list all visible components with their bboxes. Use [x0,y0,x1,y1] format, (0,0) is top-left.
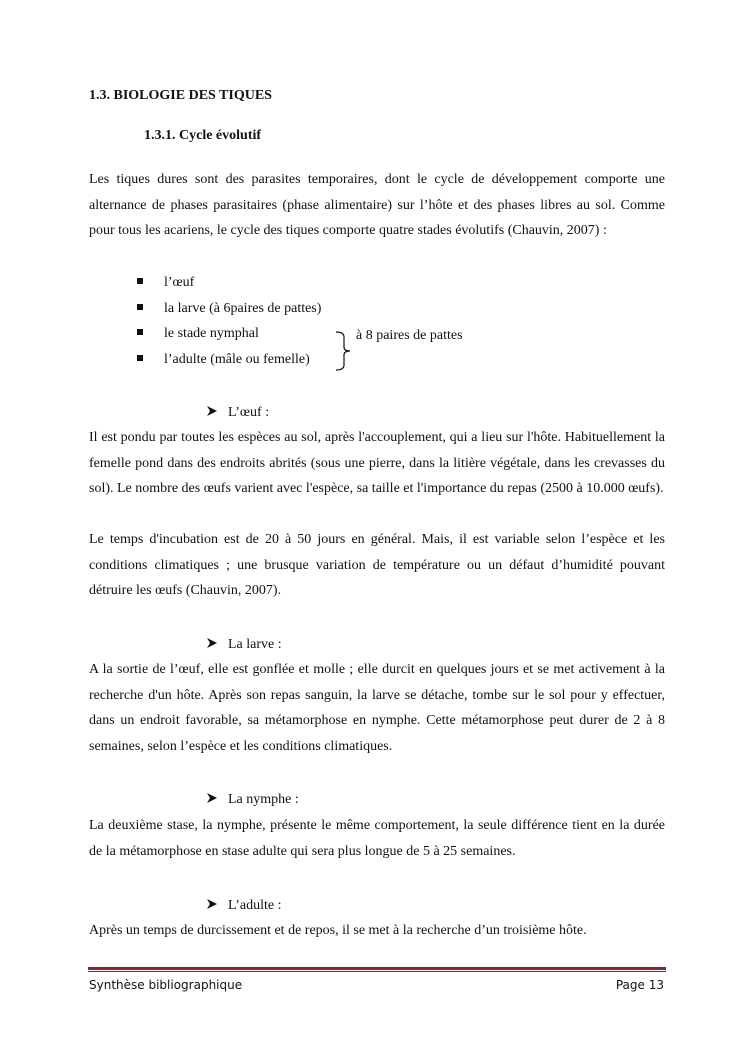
square-bullet-icon [137,304,143,310]
adulte-title: L’adulte : [228,898,282,913]
oeuf-paragraph-2: Le temps d'incubation est de 20 à 50 jours en général. Mais, il est variable selon l’espèce et les conditions climatiques ; une brusque variation de température ou un défaut d’humidité pouvant détruire les œufs (Chauvin, 2007). [89,532,665,598]
stage-list [89,270,665,372]
page-number: Page 13 [615,978,664,992]
oeuf-paragraph-1: Il est pondu par toutes les espèces au sol, après l'accouplement, qui a lieu sur l'hôte. Habituellement la femelle pond dans des endroits abrités (sous une pierre, dans la litière végétale, dans les crevasses du sol). Le nombre des œufs varient avec l'espèce, sa taille et l'importance du repas (2500 à 10.000 œufs). [89,430,665,496]
square-bullet-icon [137,329,143,335]
square-bullet-icon [137,278,143,284]
subsection-heading: 1.3.1. Cycle évolutif [144,128,262,143]
oeuf-title: L’œuf : [228,405,270,420]
arrowhead-bullet-icon [206,792,218,804]
nymphe-title: La nymphe : [228,792,299,807]
square-bullet-icon [137,355,143,361]
larve-subheading [206,632,282,658]
list-item-text: l’adulte (mâle ou femelle) [164,351,310,367]
nymphe-subheading [206,787,299,813]
larve-title: La larve : [228,637,282,652]
footer-rule [88,967,666,970]
list-item [89,347,665,373]
adulte-paragraph: Après un temps de durcissement et de repos, il se met à la recherche d’un troisième hôte. [89,923,587,938]
list-item-text: la larve (à 6paires de pattes) [164,300,322,316]
nymphe-paragraph: La deuxième stase, la nymphe, présente le même comportement, la seule différence tient en la durée de la métamorphose en stase adulte qui sera plus longue de 5 à 25 semaines. [89,818,665,859]
intro-paragraph: Les tiques dures sont des parasites temporaires, dont le cycle de développement comporte une alternance de phases parasitaires (phase alimentaire) sur l’hôte et des phases libres au sol. Comme pour tous les acariens, le cycle des tiques comporte quatre stades évolutifs (Chauvin, 2007) : [89,172,665,238]
right-brace-icon [334,331,356,371]
arrowhead-bullet-icon [206,637,218,649]
arrowhead-bullet-icon [206,898,218,910]
larve-paragraph: A la sortie de l’œuf, elle est gonflée et molle ; elle durcit en quelques jours et se met activement à la recherche d'un hôte. Après son repas sanguin, la larve se détache, tombe sur le sol pour y effectuer, dans un endroit favorable, sa métamorphose en nymphe. Cette métamorphose peut durer de 2 à 8 semaines, selon l’espèce et les conditions climatiques. [89,662,665,754]
footer-rule-thin [88,971,666,972]
adulte-subheading [206,893,282,919]
section-heading: 1.3. BIOLOGIE DES TIQUES [89,88,272,103]
brace-label: à 8 paires de pattes [356,328,463,343]
list-item-text: le stade nymphal [164,326,259,341]
list-item-text: l’œuf [164,275,195,290]
list-item [89,270,665,296]
list-item [89,296,665,322]
footer-section-label: Synthèse bibliographique [89,978,243,992]
oeuf-subheading [206,400,269,426]
arrowhead-bullet-icon [206,405,218,417]
